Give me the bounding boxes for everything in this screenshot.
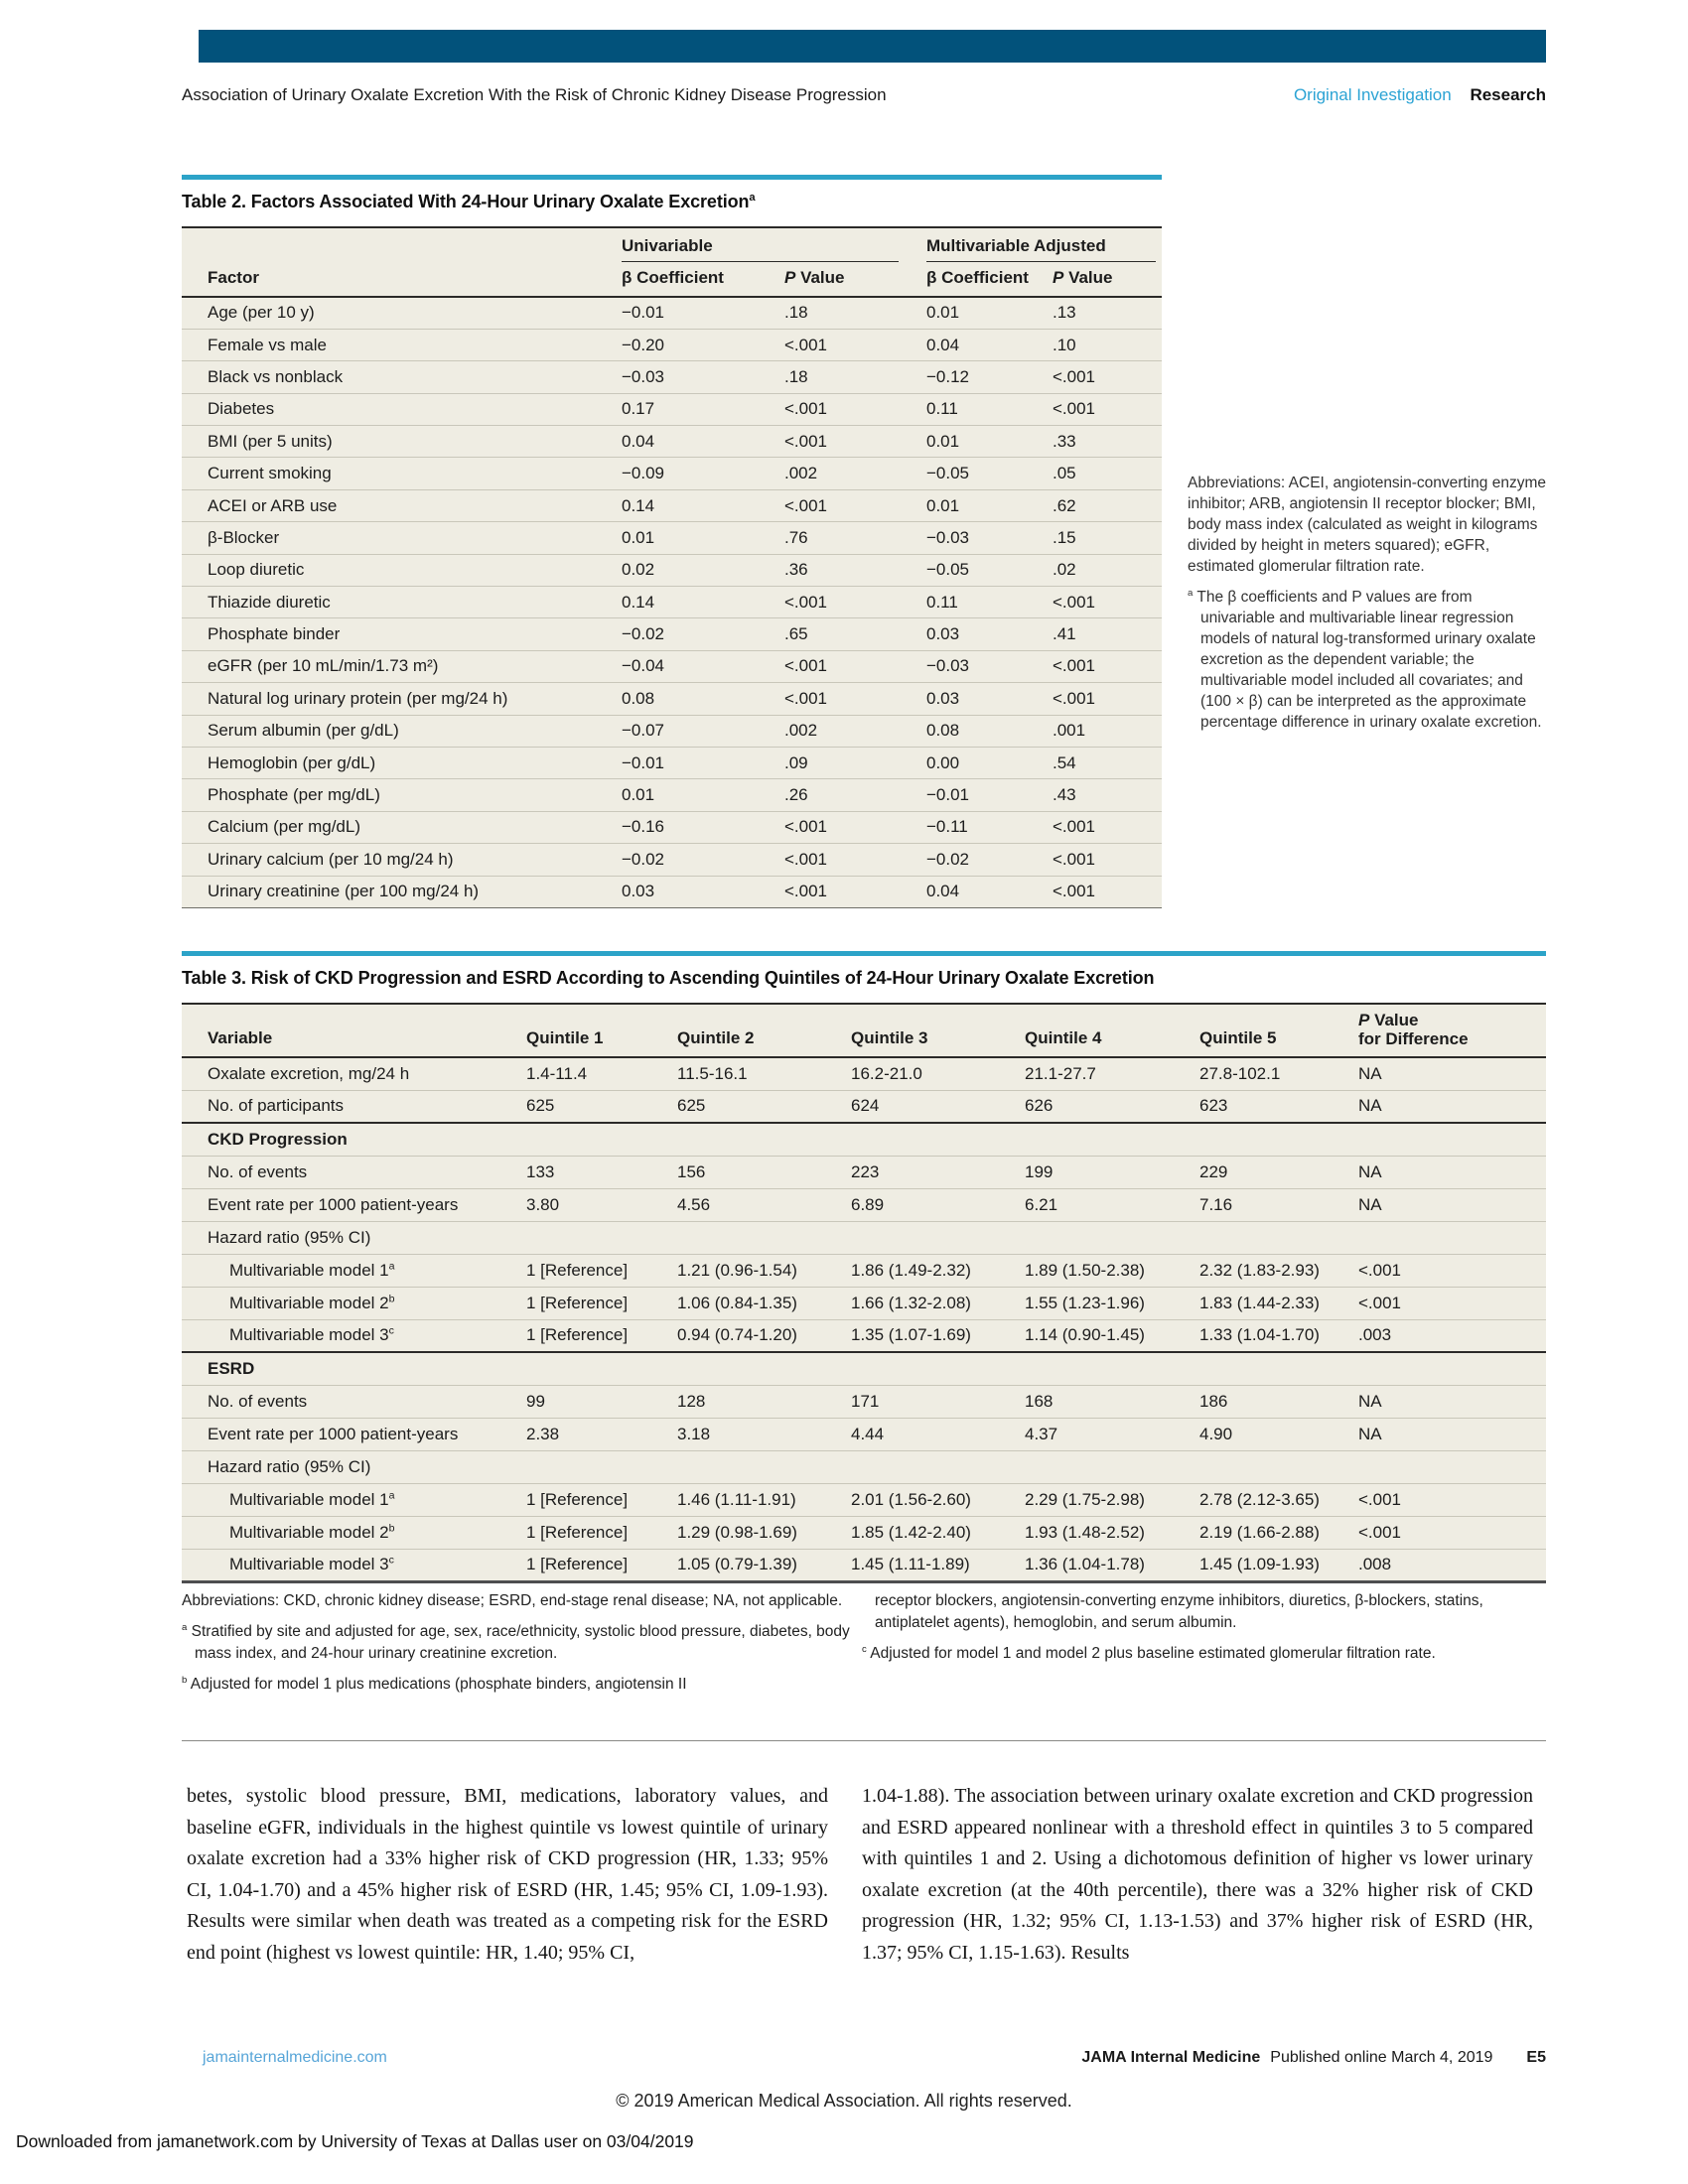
table2	[182, 226, 1162, 908]
running-head-right	[1294, 85, 1546, 105]
table2-value-cell: 0.04	[622, 426, 784, 458]
table3-value-cell: 1.14 (0.90-1.45)	[1025, 1319, 1199, 1352]
table3-footnotes-left	[182, 1590, 853, 1705]
table3-value-cell: NA	[1358, 1385, 1546, 1418]
table3-label-cell: CKD Progression	[182, 1123, 1546, 1156]
table2-value-cell: −0.02	[622, 618, 784, 650]
table3-row-indent	[182, 1549, 1546, 1581]
table3-value-cell: 1 [Reference]	[526, 1549, 677, 1581]
table2-row	[182, 779, 1162, 811]
table3-value-cell: .003	[1358, 1319, 1546, 1352]
table2-value-cell: −0.04	[622, 650, 784, 682]
table2-value-cell: −0.05	[926, 458, 1053, 489]
table3-label-cell: Multivariable model 3$^c$	[182, 1549, 526, 1581]
table3-label-cell: Multivariable model 2$^b$	[182, 1287, 526, 1319]
table3-row-label	[182, 1450, 1546, 1483]
table3-label-cell: Hazard ratio (95% CI)	[182, 1221, 1546, 1254]
table2-factor-cell: Age (per 10 y)	[182, 297, 622, 329]
section-divider-rule	[182, 1740, 1546, 1741]
table2-value-cell: 0.03	[926, 618, 1053, 650]
table2-value-cell: .54	[1053, 747, 1162, 778]
table2-value-cell: 0.11	[926, 587, 1053, 618]
table2-row	[182, 361, 1162, 393]
table3-value-cell: NA	[1358, 1156, 1546, 1188]
table3-block	[182, 951, 1546, 1583]
body-text-left-column: betes, systolic blood pressure, BMI, medications, laboratory values, and baseline eGFR, individuals in the highest quintile vs lowest quintile of urinary oxalate excretion had a 33% higher risk of CKD progression (HR, 1.33; 95% CI, 1.04-1.70) and a 45% higher risk of ESRD (HR, 1.45; 95% CI, 1.09-1.93). Results were similar when death was treated as a competing risk for the ESRD end point (highest vs lowest quintile: HR, 1.40; 95% CI,	[187, 1785, 828, 1964]
table3-row-indent	[182, 1483, 1546, 1516]
table3-title: Table 3. Risk of CKD Progression and ESRD According to Ascending Quintiles of 24-Hour Urinary Oxalate Excretion	[182, 968, 1155, 988]
table2-header-p-uni: P Value	[784, 268, 845, 287]
table2-value-cell: 0.04	[926, 876, 1053, 907]
table2-factor-cell: Hemoglobin (per g/dL)	[182, 747, 622, 778]
table3-value-cell: .008	[1358, 1549, 1546, 1581]
journal-name: JAMA Internal Medicine	[1081, 2049, 1261, 2066]
table3-row-data	[182, 1385, 1546, 1418]
table2-value-cell: −0.01	[926, 779, 1053, 811]
table3-header-quintile4: Quintile 4	[1025, 1028, 1102, 1047]
table2-column-header-row	[182, 262, 1162, 297]
table2-row	[182, 554, 1162, 586]
table2-header-beta-uni: β Coefficient	[622, 268, 724, 287]
table3-value-cell: 626	[1025, 1090, 1199, 1123]
table2-row	[182, 489, 1162, 521]
table2-value-cell: 0.08	[926, 715, 1053, 747]
table3-label-cell: Event rate per 1000 patient-years	[182, 1418, 526, 1450]
table2-value-cell: 0.04	[926, 329, 1053, 360]
table2-value-cell: .65	[784, 618, 926, 650]
table2-body	[182, 297, 1162, 907]
publish-date: Published online March 4, 2019	[1270, 2049, 1493, 2066]
table2-group-multivariable: Multivariable Adjusted	[926, 227, 1162, 262]
table3-value-cell: 624	[851, 1090, 1025, 1123]
table3-value-cell: 6.21	[1025, 1188, 1199, 1221]
table2-value-cell: .13	[1053, 297, 1162, 329]
table3-header-pvalue: P Value for Difference	[1358, 1011, 1469, 1048]
table2-group-header-row	[182, 227, 1162, 262]
table3-value-cell: 4.44	[851, 1418, 1025, 1450]
table3-value-cell: 1.4-11.4	[526, 1057, 677, 1090]
table2-row	[182, 426, 1162, 458]
table3-row-data	[182, 1057, 1546, 1090]
table3-value-cell: 2.19 (1.66-2.88)	[1199, 1516, 1358, 1549]
table3-value-cell: <.001	[1358, 1287, 1546, 1319]
table3-row-section	[182, 1123, 1546, 1156]
table2-value-cell: −0.01	[622, 297, 784, 329]
table2-row	[182, 650, 1162, 682]
table2-value-cell: .18	[784, 361, 926, 393]
table3-label-cell: Event rate per 1000 patient-years	[182, 1188, 526, 1221]
table2-value-cell: 0.01	[926, 426, 1053, 458]
table3-value-cell: <.001	[1358, 1483, 1546, 1516]
table3-value-cell: 1.45 (1.09-1.93)	[1199, 1549, 1358, 1581]
table2-factor-cell: Urinary creatinine (per 100 mg/24 h)	[182, 876, 622, 907]
table2-factor-cell: Current smoking	[182, 458, 622, 489]
table3-value-cell: 1.05 (0.79-1.39)	[677, 1549, 851, 1581]
table3-value-cell: 623	[1199, 1090, 1358, 1123]
table3-value-cell: 7.16	[1199, 1188, 1358, 1221]
page-number: E5	[1526, 2049, 1546, 2066]
table3-value-cell: 4.56	[677, 1188, 851, 1221]
table3-value-cell: 1.21 (0.96-1.54)	[677, 1254, 851, 1287]
download-stamp: Downloaded from jamanetwork.com by University of Texas at Dallas user on 03/04/2019	[16, 2131, 694, 2151]
table3-value-cell: 27.8-102.1	[1199, 1057, 1358, 1090]
table3-abbreviations: Abbreviations: CKD, chronic kidney disease; ESRD, end-stage renal disease; NA, not applicable.	[182, 1592, 843, 1609]
table2-header	[182, 227, 1162, 297]
table3-value-cell: 1.85 (1.42-2.40)	[851, 1516, 1025, 1549]
table3-value-cell: 11.5-16.1	[677, 1057, 851, 1090]
table2-factor-cell: ACEI or ARB use	[182, 489, 622, 521]
table2-factor-cell: Phosphate (per mg/dL)	[182, 779, 622, 811]
table3-header-quintile3: Quintile 3	[851, 1028, 928, 1047]
table2-value-cell: .001	[1053, 715, 1162, 747]
table3-row-indent	[182, 1516, 1546, 1549]
table2-value-cell: <.001	[784, 393, 926, 425]
table2-row	[182, 876, 1162, 907]
table2-value-cell: −0.20	[622, 329, 784, 360]
table2-row	[182, 618, 1162, 650]
table2-value-cell: <.001	[1053, 650, 1162, 682]
table3-header-quintile2: Quintile 2	[677, 1028, 755, 1047]
table2-factor-cell: Calcium (per mg/dL)	[182, 811, 622, 843]
table2-row	[182, 297, 1162, 329]
table2-row	[182, 393, 1162, 425]
table3-value-cell: 2.01 (1.56-2.60)	[851, 1483, 1025, 1516]
original-investigation-link[interactable]: Original Investigation	[1293, 85, 1452, 104]
table2-factor-cell: BMI (per 5 units)	[182, 426, 622, 458]
table2-row	[182, 522, 1162, 554]
table3-value-cell: 1 [Reference]	[526, 1254, 677, 1287]
table2-value-cell: 0.01	[622, 779, 784, 811]
table2-value-cell: <.001	[1053, 876, 1162, 907]
table3-body	[182, 1057, 1546, 1581]
table3-row-indent	[182, 1287, 1546, 1319]
table2-value-cell: −0.12	[926, 361, 1053, 393]
table3-value-cell: 1.66 (1.32-2.08)	[851, 1287, 1025, 1319]
table3-label-cell: No. of participants	[182, 1090, 526, 1123]
table2-factor-cell: Loop diuretic	[182, 554, 622, 586]
table3-value-cell: 128	[677, 1385, 851, 1418]
table3-label-cell: Multivariable model 3$^c$	[182, 1319, 526, 1352]
running-head	[182, 85, 1546, 105]
table2-value-cell: 0.14	[622, 587, 784, 618]
table2-empty-header	[182, 227, 622, 262]
table3-value-cell: 1.83 (1.44-2.33)	[1199, 1287, 1358, 1319]
table3-label-cell: Hazard ratio (95% CI)	[182, 1450, 1546, 1483]
page-footer	[182, 2049, 1546, 2067]
table2-value-cell: <.001	[1053, 587, 1162, 618]
table3-row-indent	[182, 1319, 1546, 1352]
table2-value-cell: <.001	[784, 650, 926, 682]
table2-value-cell: .05	[1053, 458, 1162, 489]
copyright-line: © 2019 American Medical Association. All rights reserved.	[616, 2091, 1072, 2111]
table2-footnote-a: $^a$ The β coefficients and P values are from univariable and multivariable linear regression models of natural log-transformed urinary oxalate excretion as the dependent variable; the multivariable model included all covariates; and (100 × β) can be interpreted as the approximate percentage difference in urinary oxalate excretion.	[1188, 587, 1542, 731]
table2-title-footnote-marker: a	[749, 192, 756, 204]
table3-header-quintile5: Quintile 5	[1199, 1028, 1277, 1047]
table2-value-cell: −0.02	[622, 844, 784, 876]
table2-row	[182, 683, 1162, 715]
table2-value-cell: .41	[1053, 618, 1162, 650]
table2-value-cell: .36	[784, 554, 926, 586]
table2-factor-cell: Diabetes	[182, 393, 622, 425]
table3-value-cell: 1 [Reference]	[526, 1516, 677, 1549]
research-label: Research	[1470, 85, 1546, 104]
table3-row-data	[182, 1418, 1546, 1450]
table2-factor-cell: Black vs nonblack	[182, 361, 622, 393]
table3-value-cell: 16.2-21.0	[851, 1057, 1025, 1090]
table3-accent-rule	[182, 951, 1546, 956]
table3-header-quintile1: Quintile 1	[526, 1028, 604, 1047]
table3-value-cell: 1.35 (1.07-1.69)	[851, 1319, 1025, 1352]
table2-value-cell: <.001	[784, 587, 926, 618]
table2-value-cell: −0.16	[622, 811, 784, 843]
table3-label-cell: Multivariable model 2$^b$	[182, 1516, 526, 1549]
table2-row	[182, 715, 1162, 747]
table2-row	[182, 587, 1162, 618]
table2-value-cell: −0.07	[622, 715, 784, 747]
table3-label-cell: Multivariable model 1$^a$	[182, 1483, 526, 1516]
table2-value-cell: .10	[1053, 329, 1162, 360]
table3-label-cell: Multivariable model 1$^a$	[182, 1254, 526, 1287]
table3-value-cell: 1.86 (1.49-2.32)	[851, 1254, 1025, 1287]
table2-factor-cell: Urinary calcium (per 10 mg/24 h)	[182, 844, 622, 876]
table2-factor-cell: Serum albumin (per g/dL)	[182, 715, 622, 747]
table2-value-cell: 0.00	[926, 747, 1053, 778]
table3-row-data	[182, 1188, 1546, 1221]
table2-row	[182, 811, 1162, 843]
footer-right	[1081, 2049, 1546, 2067]
table2-value-cell: .09	[784, 747, 926, 778]
table2-margin-notes	[1188, 473, 1546, 733]
table2-row	[182, 747, 1162, 778]
table2-value-cell: −0.02	[926, 844, 1053, 876]
table3-footnote-b: $^b$ Adjusted for model 1 plus medications (phosphate binders, angiotensin II	[182, 1674, 687, 1693]
table2-value-cell: <.001	[1053, 844, 1162, 876]
table2-value-cell: 0.03	[926, 683, 1053, 715]
table3-value-cell: 186	[1199, 1385, 1358, 1418]
table3-value-cell: 223	[851, 1156, 1025, 1188]
table3-value-cell: NA	[1358, 1090, 1546, 1123]
table3-header-variable: Variable	[208, 1028, 273, 1047]
table3-value-cell: 1 [Reference]	[526, 1319, 677, 1352]
table2-value-cell: 0.17	[622, 393, 784, 425]
table3-value-cell: 4.37	[1025, 1418, 1199, 1450]
table3-row-label	[182, 1221, 1546, 1254]
table3-value-cell: 2.78 (2.12-3.65)	[1199, 1483, 1358, 1516]
table3-value-cell: 133	[526, 1156, 677, 1188]
table2-value-cell: −0.03	[926, 522, 1053, 554]
table2-value-cell: −0.03	[926, 650, 1053, 682]
table2-value-cell: <.001	[784, 489, 926, 521]
table2-value-cell: .33	[1053, 426, 1162, 458]
table3-footnote-a: $^a$ Stratified by site and adjusted for age, sex, race/ethnicity, systolic blood pressure, diabetes, body mass index, and 24-hour urinary creatinine excretion.	[182, 1621, 850, 1662]
table3-value-cell: 4.90	[1199, 1418, 1358, 1450]
table3-value-cell: 1.45 (1.11-1.89)	[851, 1549, 1025, 1581]
table2-value-cell: <.001	[1053, 811, 1162, 843]
table3-value-cell: 199	[1025, 1156, 1199, 1188]
table2-value-cell: <.001	[784, 426, 926, 458]
table3-footnotes-right	[862, 1590, 1546, 1674]
table3-value-cell: 229	[1199, 1156, 1358, 1188]
table3	[182, 1003, 1546, 1583]
table3-label-cell: ESRD	[182, 1352, 1546, 1385]
table2-value-cell: <.001	[1053, 393, 1162, 425]
table3-value-cell: 2.38	[526, 1418, 677, 1450]
table2-block	[182, 175, 1162, 908]
table3-value-cell: NA	[1358, 1188, 1546, 1221]
table2-factor-cell: Phosphate binder	[182, 618, 622, 650]
table2-value-cell: 0.14	[622, 489, 784, 521]
table2-factor-cell: Thiazide diuretic	[182, 587, 622, 618]
table3-footnote-c: $^c$ Adjusted for model 1 and model 2 plus baseline estimated glomerular filtration rate.	[862, 1643, 1436, 1662]
table3-value-cell: NA	[1358, 1418, 1546, 1450]
table3-value-cell: 2.29 (1.75-2.98)	[1025, 1483, 1199, 1516]
table3-value-cell: 3.18	[677, 1418, 851, 1450]
table2-value-cell: .62	[1053, 489, 1162, 521]
table2-value-cell: <.001	[1053, 361, 1162, 393]
table2-value-cell: .02	[1053, 554, 1162, 586]
table3-value-cell: 625	[526, 1090, 677, 1123]
table2-value-cell: <.001	[1053, 683, 1162, 715]
table2-group-univariable: Univariable	[622, 227, 926, 262]
table3-row-data	[182, 1090, 1546, 1123]
table3-label-cell: No. of events	[182, 1385, 526, 1418]
table2-value-cell: −0.01	[622, 747, 784, 778]
table2-abbreviations: Abbreviations: ACEI, angiotensin-converting enzyme inhibitor; ARB, angiotensin II receptor blocker; BMI, body mass index (calculated as weight in kilograms divided by height in meters squared); eGFR, estimated glomerular filtration rate.	[1188, 475, 1547, 575]
table2-value-cell: 0.01	[926, 489, 1053, 521]
table3-label-cell: No. of events	[182, 1156, 526, 1188]
table2-value-cell: .76	[784, 522, 926, 554]
table2-accent-rule	[182, 175, 1162, 180]
table3-value-cell: 21.1-27.7	[1025, 1057, 1199, 1090]
table3-value-cell: 99	[526, 1385, 677, 1418]
table2-header-p-multi: P Value	[1053, 268, 1113, 287]
table2-value-cell: 0.11	[926, 393, 1053, 425]
table3-value-cell: 1.93 (1.48-2.52)	[1025, 1516, 1199, 1549]
table2-value-cell: <.001	[784, 811, 926, 843]
table2-value-cell: −0.09	[622, 458, 784, 489]
table2-value-cell: 0.08	[622, 683, 784, 715]
table3-value-cell: 3.80	[526, 1188, 677, 1221]
table3-header	[182, 1004, 1546, 1057]
table3-value-cell: 625	[677, 1090, 851, 1123]
table2-value-cell: 0.02	[622, 554, 784, 586]
table2-title: Table 2. Factors Associated With 24-Hour Urinary Oxalate Excretion$^a$	[182, 192, 756, 211]
table2-value-cell: 0.01	[622, 522, 784, 554]
table2-header-beta-multi: β Coefficient	[926, 268, 1029, 287]
table2-value-cell: .002	[784, 458, 926, 489]
table3-value-cell: 1.46 (1.11-1.91)	[677, 1483, 851, 1516]
table3-value-cell: 1.36 (1.04-1.78)	[1025, 1549, 1199, 1581]
table3-value-cell: 156	[677, 1156, 851, 1188]
table2-value-cell: <.001	[784, 683, 926, 715]
table2-value-cell: .15	[1053, 522, 1162, 554]
table2-factor-cell: Natural log urinary protein (per mg/24 h)	[182, 683, 622, 715]
table2-row	[182, 329, 1162, 360]
table2-factor-cell: β-Blocker	[182, 522, 622, 554]
table2-header-factor: Factor	[208, 268, 259, 287]
table2-value-cell: <.001	[784, 876, 926, 907]
table2-value-cell: 0.01	[926, 297, 1053, 329]
table3-value-cell: <.001	[1358, 1254, 1546, 1287]
table3-column-header-row	[182, 1004, 1546, 1057]
running-title: Association of Urinary Oxalate Excretion With the Risk of Chronic Kidney Disease Progression	[182, 85, 887, 104]
masthead-banner	[199, 30, 1546, 63]
table2-value-cell: .002	[784, 715, 926, 747]
table2-value-cell: <.001	[784, 329, 926, 360]
table3-footnote-b-continued: receptor blockers, angiotensin-converting enzyme inhibitors, diuretics, β-blockers, statins, antiplatelet agents), hemoglobin, and serum albumin.	[875, 1592, 1483, 1631]
table3-row-indent	[182, 1254, 1546, 1287]
table2-row	[182, 844, 1162, 876]
table3-value-cell: 1.06 (0.84-1.35)	[677, 1287, 851, 1319]
table3-value-cell: 2.32 (1.83-2.93)	[1199, 1254, 1358, 1287]
table2-factor-cell: Female vs male	[182, 329, 622, 360]
table3-label-cell: Oxalate excretion, mg/24 h	[182, 1057, 526, 1090]
table2-value-cell: .26	[784, 779, 926, 811]
table3-value-cell: 1.89 (1.50-2.38)	[1025, 1254, 1199, 1287]
table3-value-cell: 171	[851, 1385, 1025, 1418]
table3-row-section	[182, 1352, 1546, 1385]
table3-row-data	[182, 1156, 1546, 1188]
table3-value-cell: 168	[1025, 1385, 1199, 1418]
table2-value-cell: .43	[1053, 779, 1162, 811]
table2-value-cell: −0.11	[926, 811, 1053, 843]
table2-value-cell: −0.03	[622, 361, 784, 393]
table2-value-cell: −0.05	[926, 554, 1053, 586]
table3-value-cell: 1.55 (1.23-1.96)	[1025, 1287, 1199, 1319]
table3-value-cell: 0.94 (0.74-1.20)	[677, 1319, 851, 1352]
table2-row	[182, 458, 1162, 489]
table2-value-cell: 0.03	[622, 876, 784, 907]
table3-value-cell: 6.89	[851, 1188, 1025, 1221]
journal-website-link[interactable]: jamainternalmedicine.com	[203, 2049, 387, 2066]
table2-value-cell: .18	[784, 297, 926, 329]
table3-value-cell: <.001	[1358, 1516, 1546, 1549]
table2-factor-cell: eGFR (per 10 mL/min/1.73 m²)	[182, 650, 622, 682]
table3-value-cell: 1 [Reference]	[526, 1287, 677, 1319]
table3-value-cell: 1.33 (1.04-1.70)	[1199, 1319, 1358, 1352]
table3-value-cell: 1.29 (0.98-1.69)	[677, 1516, 851, 1549]
table3-value-cell: 1 [Reference]	[526, 1483, 677, 1516]
table2-value-cell: <.001	[784, 844, 926, 876]
table3-value-cell: NA	[1358, 1057, 1546, 1090]
body-text-right-column: 1.04-1.88). The association between urinary oxalate excretion and CKD progression and ESRD appeared nonlinear with a threshold effect in quintiles 3 to 5 compared with quintiles 1 and 2. Using a dichotomous definition of higher vs lower urinary oxalate excretion (at the 40th percentile), there was a 32% higher risk of CKD progression (HR, 1.32; 95% CI, 1.13-1.53) and 37% higher risk of ESRD (HR, 1.37; 95% CI, 1.15-1.63). Results	[862, 1785, 1533, 1964]
